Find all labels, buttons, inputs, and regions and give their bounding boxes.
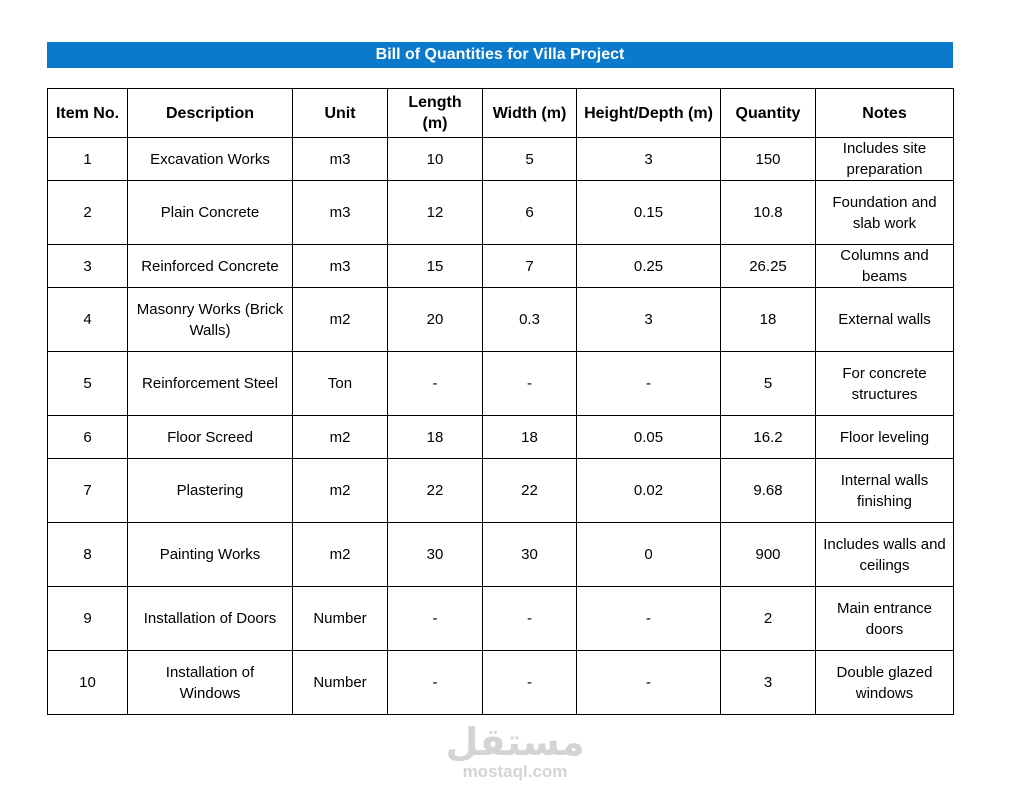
cell-height-depth: 0.02: [577, 459, 721, 523]
watermark-logo: مستقل: [445, 720, 585, 764]
table-title: Bill of Quantities for Villa Project: [47, 42, 953, 68]
cell-width: 5: [483, 138, 577, 181]
table-row: [48, 245, 954, 288]
table-row: [48, 459, 954, 523]
table-row: [48, 651, 954, 715]
cell-unit: m3: [293, 245, 388, 288]
bill-of-quantities-table: [47, 88, 954, 715]
cell-quantity: 18: [721, 288, 816, 352]
cell-length: -: [388, 651, 483, 715]
header-item-no: Item No.: [48, 89, 128, 138]
cell-quantity: 900: [721, 523, 816, 587]
cell-width: 22: [483, 459, 577, 523]
cell-height-depth: 0.25: [577, 245, 721, 288]
header-quantity: Quantity: [721, 89, 816, 138]
cell-notes: Double glazed windows: [816, 651, 954, 715]
cell-height-depth: 0.15: [577, 181, 721, 245]
cell-unit: m3: [293, 181, 388, 245]
cell-length: 12: [388, 181, 483, 245]
cell-item-no: 5: [48, 352, 128, 416]
watermark-url: mostaql.com: [462, 762, 568, 781]
cell-description: Reinforced Concrete: [128, 245, 293, 288]
cell-width: -: [483, 651, 577, 715]
cell-unit: m2: [293, 416, 388, 459]
cell-description: Installation of Doors: [128, 587, 293, 651]
cell-height-depth: 3: [577, 288, 721, 352]
cell-length: 20: [388, 288, 483, 352]
table-row: [48, 181, 954, 245]
cell-width: -: [483, 352, 577, 416]
cell-description: Plain Concrete: [128, 181, 293, 245]
cell-width: 18: [483, 416, 577, 459]
table-row: [48, 138, 954, 181]
cell-notes: Floor leveling: [816, 416, 954, 459]
cell-width: 30: [483, 523, 577, 587]
cell-description: Floor Screed: [128, 416, 293, 459]
cell-item-no: 8: [48, 523, 128, 587]
header-height-depth: Height/Depth (m): [577, 89, 721, 138]
cell-item-no: 9: [48, 587, 128, 651]
cell-description: Reinforcement Steel: [128, 352, 293, 416]
cell-item-no: 1: [48, 138, 128, 181]
cell-item-no: 10: [48, 651, 128, 715]
cell-unit: m2: [293, 523, 388, 587]
cell-width: 6: [483, 181, 577, 245]
cell-notes: Main entrance doors: [816, 587, 954, 651]
cell-quantity: 10.8: [721, 181, 816, 245]
cell-item-no: 7: [48, 459, 128, 523]
cell-height-depth: 0: [577, 523, 721, 587]
table-body: [48, 138, 954, 715]
cell-unit: Ton: [293, 352, 388, 416]
cell-height-depth: -: [577, 587, 721, 651]
cell-unit: m2: [293, 459, 388, 523]
cell-item-no: 4: [48, 288, 128, 352]
header-notes: Notes: [816, 89, 954, 138]
header-row: [48, 89, 954, 138]
cell-notes: Includes walls and ceilings: [816, 523, 954, 587]
cell-length: -: [388, 352, 483, 416]
cell-length: 22: [388, 459, 483, 523]
cell-item-no: 3: [48, 245, 128, 288]
cell-quantity: 5: [721, 352, 816, 416]
cell-unit: m3: [293, 138, 388, 181]
header-unit: Unit: [293, 89, 388, 138]
cell-length: 18: [388, 416, 483, 459]
cell-height-depth: -: [577, 352, 721, 416]
cell-length: 10: [388, 138, 483, 181]
cell-width: 7: [483, 245, 577, 288]
table-row: [48, 587, 954, 651]
cell-item-no: 6: [48, 416, 128, 459]
watermark: [440, 722, 590, 782]
cell-notes: Internal walls finishing: [816, 459, 954, 523]
cell-quantity: 2: [721, 587, 816, 651]
cell-description: Plastering: [128, 459, 293, 523]
cell-notes: Columns and beams: [816, 245, 954, 288]
cell-width: 0.3: [483, 288, 577, 352]
table-row: [48, 288, 954, 352]
cell-notes: For concrete structures: [816, 352, 954, 416]
header-description: Description: [128, 89, 293, 138]
cell-height-depth: 0.05: [577, 416, 721, 459]
cell-quantity: 26.25: [721, 245, 816, 288]
cell-notes: Includes site preparation: [816, 138, 954, 181]
cell-height-depth: -: [577, 651, 721, 715]
cell-description: Painting Works: [128, 523, 293, 587]
cell-length: 30: [388, 523, 483, 587]
cell-item-no: 2: [48, 181, 128, 245]
cell-width: -: [483, 587, 577, 651]
table-row: [48, 416, 954, 459]
cell-quantity: 9.68: [721, 459, 816, 523]
table-row: [48, 523, 954, 587]
cell-unit: Number: [293, 651, 388, 715]
header-length: Length (m): [388, 89, 483, 138]
cell-notes: Foundation and slab work: [816, 181, 954, 245]
cell-notes: External walls: [816, 288, 954, 352]
cell-quantity: 3: [721, 651, 816, 715]
cell-description: Masonry Works (Brick Walls): [128, 288, 293, 352]
cell-length: -: [388, 587, 483, 651]
cell-description: Excavation Works: [128, 138, 293, 181]
header-width: Width (m): [483, 89, 577, 138]
table-row: [48, 352, 954, 416]
cell-description: Installation of Windows: [128, 651, 293, 715]
cell-unit: Number: [293, 587, 388, 651]
cell-unit: m2: [293, 288, 388, 352]
cell-quantity: 16.2: [721, 416, 816, 459]
cell-length: 15: [388, 245, 483, 288]
cell-quantity: 150: [721, 138, 816, 181]
cell-height-depth: 3: [577, 138, 721, 181]
